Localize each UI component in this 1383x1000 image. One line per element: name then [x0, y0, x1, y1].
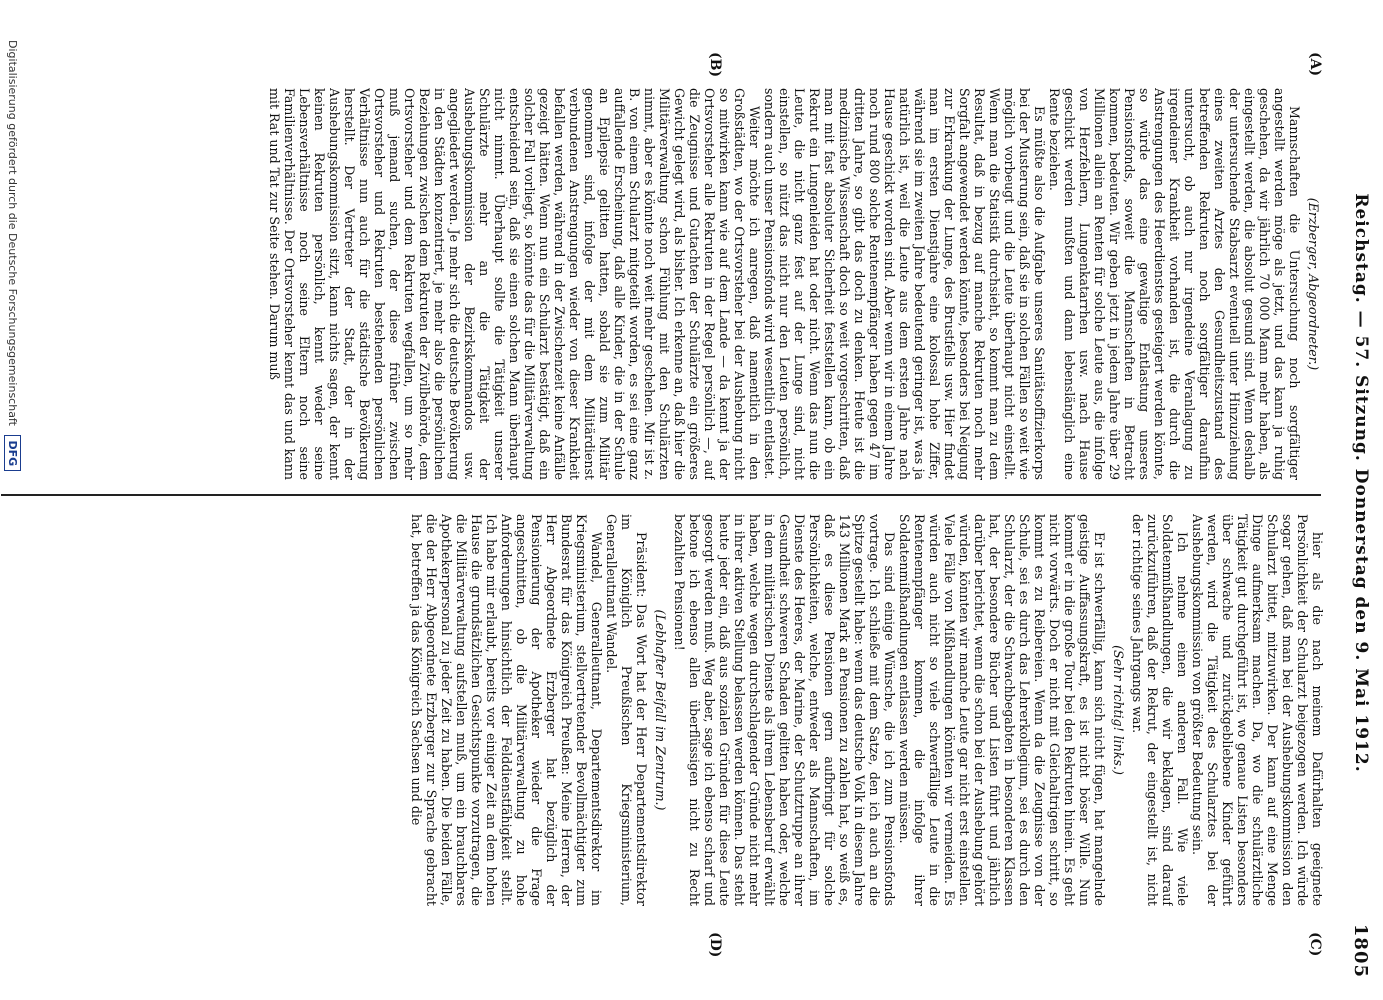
page-number: 1805 — [1350, 923, 1371, 978]
paragraph: Mannschaften die Untersuchung noch sorgfältiger angestellt werden möge als jetzt, und das kann ja ruhig geschehen, da wir jährlich 70 000 Mann mehr haben, als eingestellt werden, die absolut gesund sind. Wenn deshalb der untersuchende Stabsarzt eventuell unter Hinzuziehung eines zweiten Arztes den Gesundheitszustand des betreffenden Rekruten noch sorgfältiger daraufhin untersucht, ob auch nur irgendeine Veranlagung zu irgendeiner Krankheit vorhanden ist, die durch die Anstrengungen des Heerdienstes gesteigert werden könnte, so würde das eine gewaltige Entlastung unseres Pensionsfonds, soweit die Mannschaften in Betracht kommen, bedeuten. Wir geben jetzt in jedem Jahre über 29 Millionen allein an Renten für solche Leute aus, die infolge von Herzfehlern, Lungenkatarrhen usw. nach Hause geschickt werden mußten und dann lebenslänglich eine Rente beziehen. — [1047, 88, 1302, 480]
paragraph: Er ist schwerfällig, kann sich nicht fügen, hat mangelnde geistige Auffassungskraft, es ist nicht böser Wille. Nun kommt er in die große Tour bei den Rekruten hinein. Es geht nicht vorwärts. Doch er nicht mit Gleichaltrigen schritt, so kommt es zu Reibereien. Wenn da die Zeugnisse von der Schule, sei es durch das Lehrerkollegium, sei es durch den Schularzt, der die Schwachbegabten in besonderen Klassen hat, der besondere Bücher und Listen führt und jährlich darüber berichtet, wenn die schon bei der Aushebung gehört würden, könnten wir manche Leute gar nicht erst einstellen. Viele Fälle von Mißhandlungen könnten wir vermeiden. Es würden auch nicht so viele schwerfällige Leute in die Rentenempfänger kommen, die infolge ihrer Soldatenmißhandlungen entlassen werden müssen. — [897, 514, 1107, 906]
column-divider — [1, 494, 1321, 496]
margin-marker-b: (B) — [707, 52, 723, 78]
digitization-credit — [4, 40, 21, 960]
paragraph: Es müßte also die Aufgabe unseres Sanitätsoffizierkorps bei der Musterung sein, daß sie in solchen Fällen so weit wie möglich vorbeugt und die Leute überhaupt nicht einstellt. Wenn man die Statistik durchsieht, so kommt man zu dem Resultat, daß in bezug auf manche Rekruten noch mehr Sorgfalt angewendet werden könnte, besonders bei Neigung zur Erkrankung der Lunge, des Brustfells usw. Hier findet man im ersten Dienstjahre eine kolossal hohe Ziffer, während sie im zweiten Jahre bedeutend geringer ist, was ja natürlich ist, weil die Leute aus dem ersten Jahre nach Hause geschickt worden sind. Aber wenn wir in einem Jahre noch rund 800 solche Rentenempfänger haben gegen 47 im dritten Jahre, so gibt das doch zu denken. Heute ist die medizinische Wissenschaft doch so weit vorgeschritten, daß man mit fast absoluter Sicherheit feststellen kann, ob ein Rekrut ein Lungenleiden hat oder nicht. Wenn das nun die Leute, die nicht ganz fest auf der Lunge sind, nicht einstellen, so nützt das nicht nur den Leuten persönlich, sondern auch unser Pensionsfonds wird wesentlich entlastet. — [762, 88, 1047, 480]
dfg-logo: DFG — [4, 435, 21, 471]
right-column — [5, 514, 1325, 906]
left-column — [5, 88, 1325, 480]
running-title: Reichstag. — 57. Sitzung. Donnerstag den 9. Mai 1912. — [1351, 193, 1371, 773]
paragraph: Weiter möchte ich anregen, daß namentlich in den Großstädten, wo der Ortsvorsteher bei der Aushebung nicht so mitwirken kann wie auf dem Lande — da kennt ja der Ortsvorsteher alle Rekruten in der Regel persönlich —, auf die Zeugnisse und Gutachten der Schulärzte ein größeres Gewicht gelegt wird, als bisher. Ich erkenne an, daß hier die Militärverwaltung schon Fühlung mit den Schulärzten nimmt, aber es könnte noch weit mehr geschehen. Mir ist z. B. von einem Schularzt mitgeteilt worden, es sei eine ganz auffallende Erscheinung, daß alle Kinder, die in der Schule an Epilepsie gelitten hatten, sobald sie zum Militär genommen sind, infolge der mit dem Militärdienst verbundenen Anstrengungen wieder von dieser Krankheit befallen werden, während in der Zwischenzeit keine Anfälle gezeigt hätten. Wenn nun ein Schularzt bestätigt, daß ein solcher Fall vorliegt, so könnte das für die Militärverwaltung entscheidend sein, daß sie einen solchen Mann überhaupt nicht nimmt. Überhaupt sollte die Tätigkeit unserer Schulärzte mehr an die Tätigkeit der Aushebungskommission der Bezirkskommandos usw. angegliedert werden. Je mehr sich die deutsche Bevölkerung in den Städten konzentriert, je mehr also die persönlichen Beziehungen zwischen dem Rekruten der Zivilbehörde, dem Ortsvorsteher und dem Rekruten wegfallen, um so mehr muß jemand suchen, der diese früher zwischen Ortsvorsteher und Rekruten bestehenden persönlichen Verhältnisse nun auch für die städtische Bevölkerung herstellt. Der Vertreter der Stadt, der in der Aushebungskommission sitzt, kann nichts sagen, der kennt keinen Rekruten persönlich, kennt weder seine Lebensverhältnisse noch seine Eltern noch seine Familienverhältnisse. Der Ortsvorsteher kennt das und kann mit Rat und Tat zur Seite stehen. Darum muß — [267, 88, 762, 480]
paragraph: Wandel, Generalleutnant, Departementsdirektor im Kriegsministerium, stellvertretender Bevollmächtigter zum Bundesrat für das Königreich Preußen: Meine Herren, der Herr Abgeordnete Erzberger hat bezüglich der Pensionierung der Apotheker wieder die Frage angeschnitten, ob die Militärverwaltung zu hohe Anforderungen hinsichtlich der Felddienstfähigkeit stellt. Ich habe mir erlaubt, bereits vor einiger Zeit an dem hohen Hause die grundsätzlichen Gesichtspunkte vorzutragen, die die Militärverwaltung aufstellen muß, um ein brauchbares Apothekerpersonal zu jeder Zeit zu haben. Die beiden Fälle, die der Herr Abgeordnete Erzberger zur Sprache gebracht hat, betreffen ja das Königreich Sachsen und die — [409, 514, 604, 906]
margin-marker-a: (A) — [1307, 52, 1323, 77]
applause-note: (Lebhafter Beifall im Zentrum.) — [653, 609, 668, 811]
paragraph: hier als die nach meinem Dafürhalten geeignete Persönlichkeit der Schularzt beigezogen werden. Ich würde sogar gehen, daß man bei der Aushebungskommission den Schularzt bittet, mitzuwirken. Der kann auf eine Menge Dinge aufmerksam machen. Da, wo die schulärztliche Tätigkeit gut durchgeführt ist, wo genaue Listen besonders über schwache und zurückgebliebene Kinder geführt werden, wird die Tätigkeit des Schularztes bei der Aushebungskommission von größter Bedeutung sein. — [1190, 514, 1325, 906]
speaker-heading: (Erzberger, Abgeordneter.) — [1306, 197, 1321, 371]
credit-text: Digitalisierung gefördert durch die Deutsche Forschungsgemeinschaft — [6, 40, 19, 426]
margin-marker-c: (C) — [1307, 932, 1323, 957]
paragraph: Ich nehme einen anderen Fall. Wie viele Soldatenmißhandlungen, die wir beklagen, sind darauf zurückzuführen, daß der Rekrut, der eingestellt ist, nicht der richtige seines Jahrgangs war. — [1130, 514, 1190, 906]
paragraph: Das sind einige Wünsche, die ich zum Pensionsfonds vortrage. Ich schließe mit dem Satze, den ich auch an die Spitze gestellt habe: wenn das deutsche Volk in diesem Jahre 143 Millionen Mark an Pensionen zu zahlen hat, so weiß es, daß es diese Pensionen gern aufbringt für solche Persönlichkeiten, welche, entweder als Mannschaften, im Dienste des Heeres, der Marine, der Schutztruppe an ihrer Gesundheit schweren Schaden gelitten haben oder, welche in dem militärischen Dienste als ihrem Lebensberuf erwählt haben, welche wegen durchschlagender Gründe nicht mehr in ihrer aktiven Stellung belassen werden können. Das steht heute jeder ein, daß aus sozialen Gründen für diese Leute gesorgt werden muß. Weg aber, sage ich ebenso scharf und betone ich ebenso allen überflüssigen nicht zu Recht bezahlten Pensionen! — [672, 514, 897, 906]
applause-note: (Sehr richtig! links.) — [1111, 645, 1126, 775]
page-header — [1341, 78, 1377, 978]
paragraph: Präsident: Das Wort hat der Herr Departementsdirektor im Königlich Preußischen Kriegsministerium, Generalleutnant Wandel. — [604, 514, 649, 906]
margin-marker-d: (D) — [707, 932, 723, 958]
